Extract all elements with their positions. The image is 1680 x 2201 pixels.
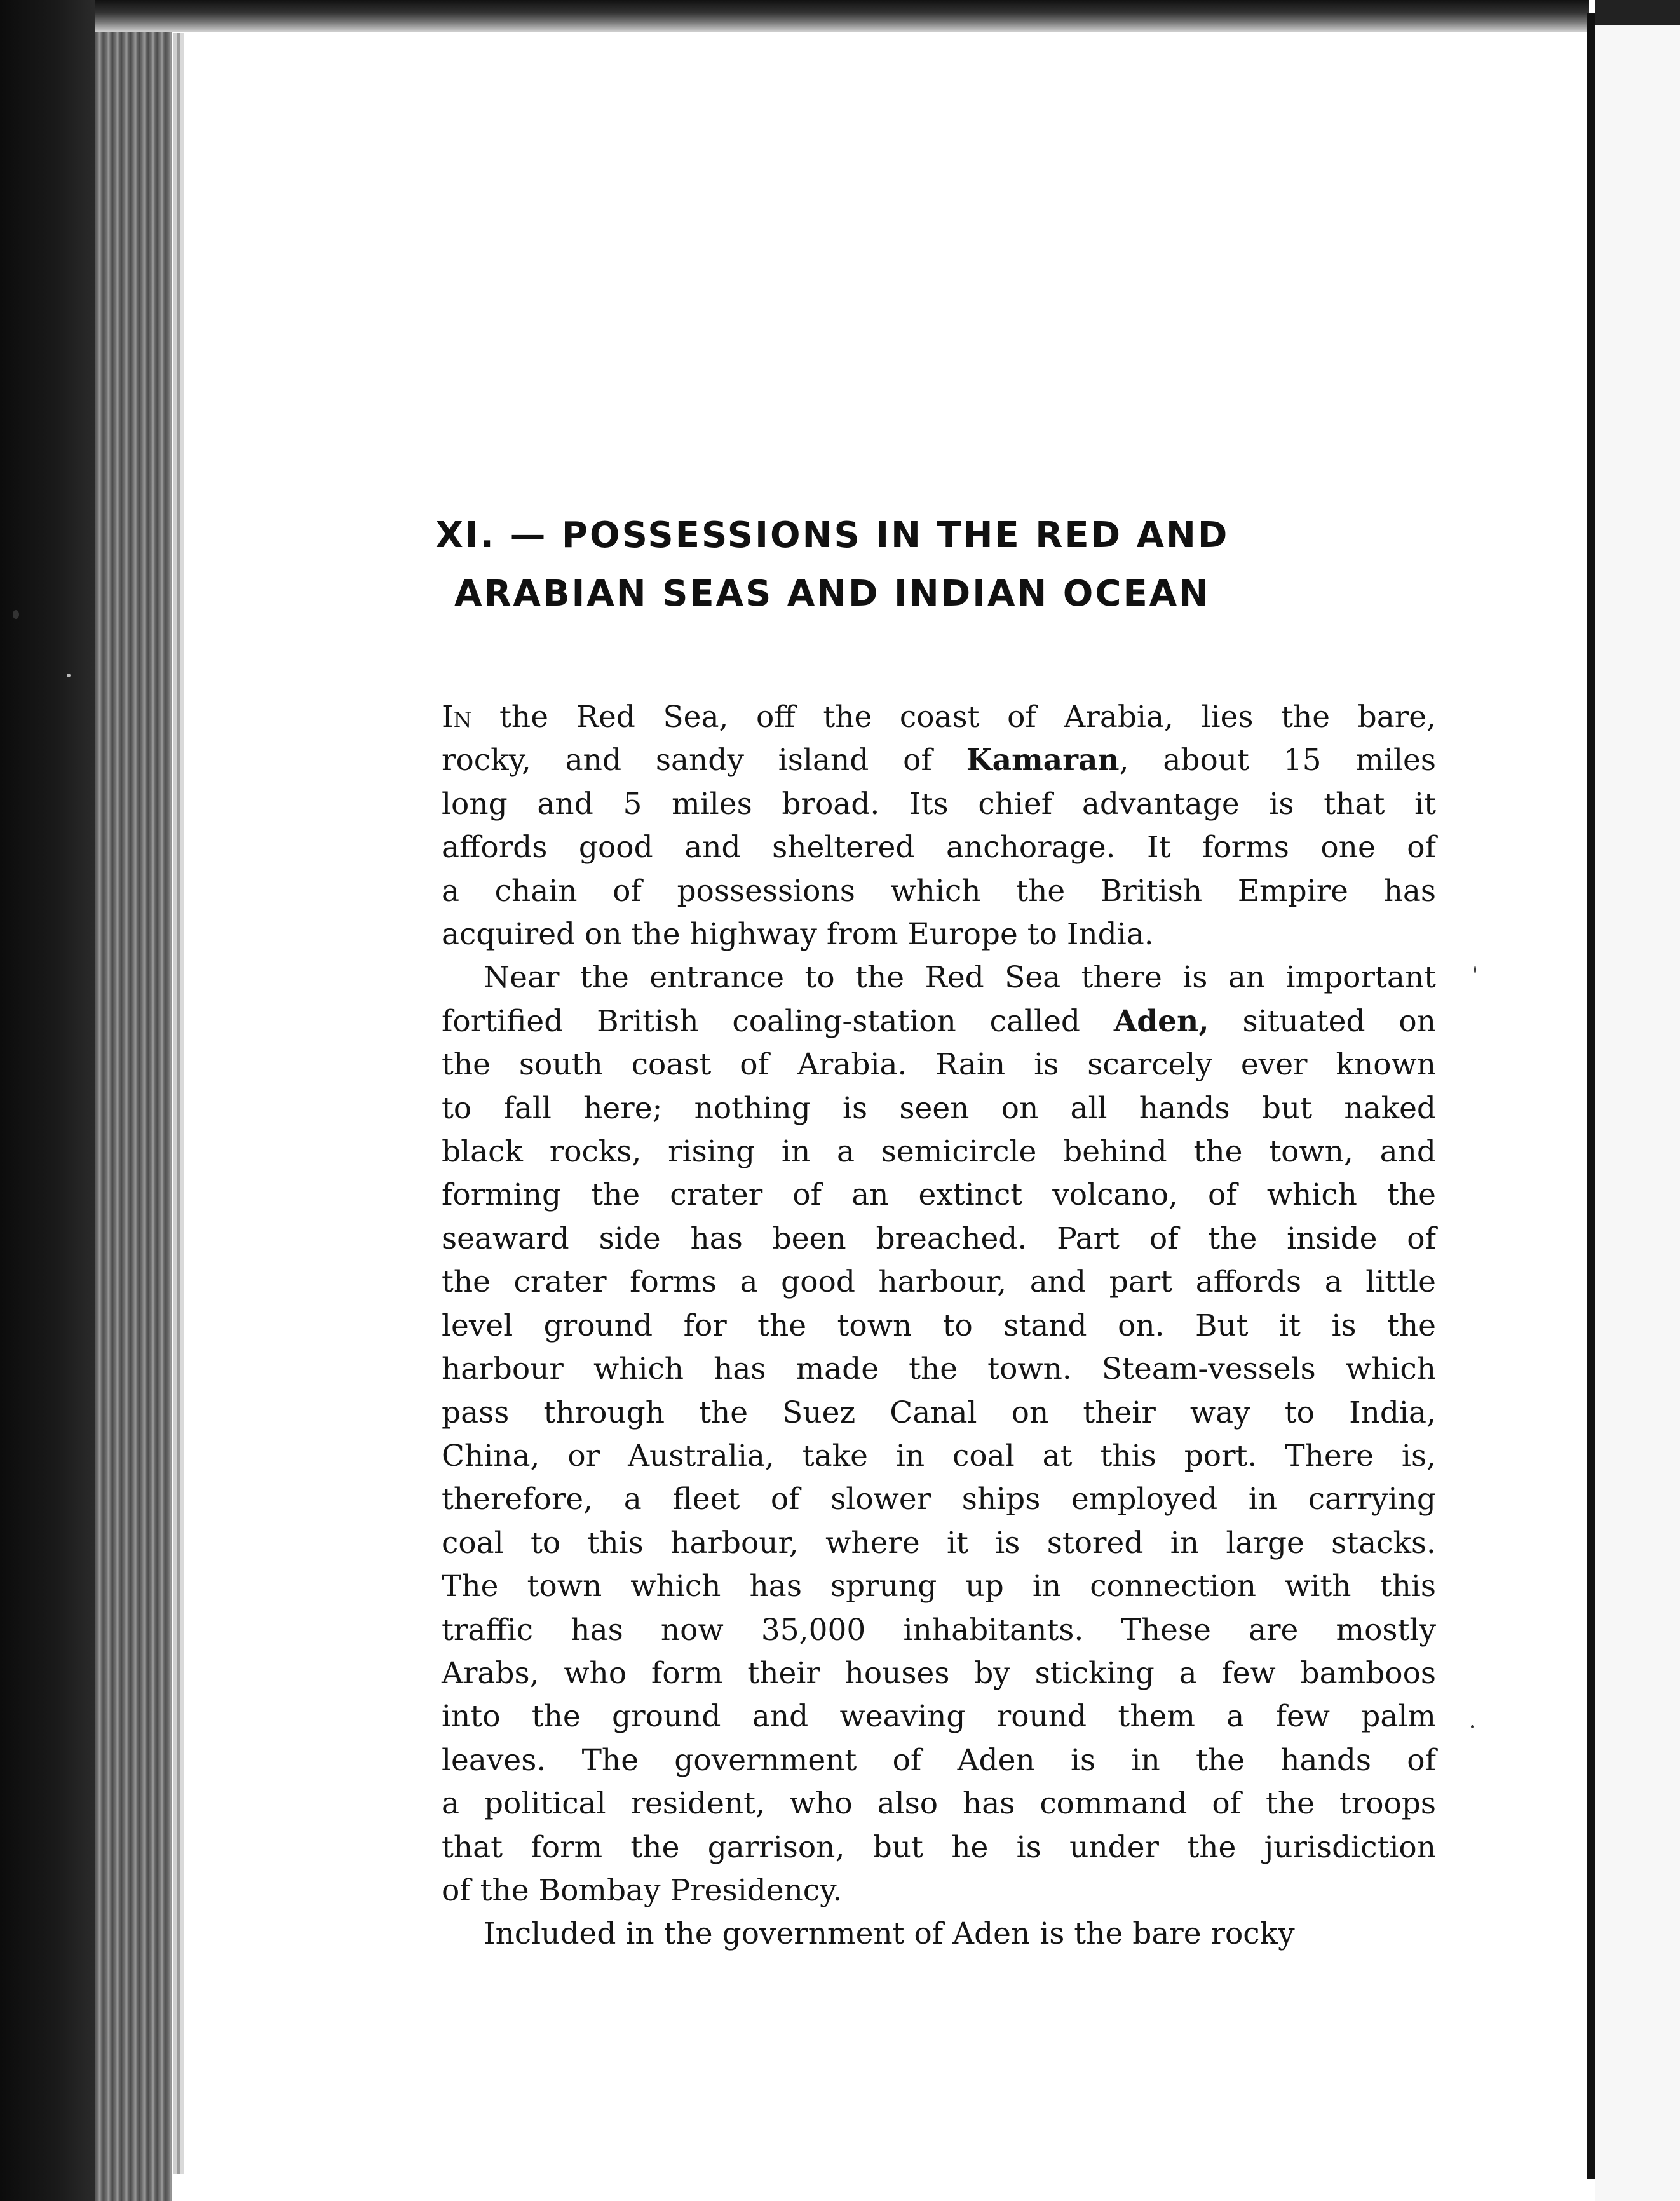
scan-speck xyxy=(67,674,71,677)
text-run: a political resident, who also has command of the troops xyxy=(442,1786,1436,1822)
text-run: seaward side has been breached. Part of the inside of xyxy=(442,1221,1436,1256)
facing-page-edge xyxy=(1595,0,1680,2201)
text-line xyxy=(442,1913,1436,1956)
text-run: situated on xyxy=(1209,1003,1436,1039)
text-run: Arabs, who form their houses by sticking a few bamboos xyxy=(442,1655,1436,1691)
heading-line-1: XI. — POSSESSIONS IN THE RED AND xyxy=(435,515,1230,556)
text-run: the crater forms a good harbour, and part affords a little xyxy=(442,1264,1436,1300)
text-line xyxy=(442,1087,1436,1130)
text-line xyxy=(442,1522,1436,1565)
text-line xyxy=(442,1000,1436,1043)
text-run: that form the garrison, but he is under the jurisdiction xyxy=(442,1829,1436,1865)
page-stack-edge xyxy=(95,0,172,2201)
text-run: affords good and sheltered anchorage. It forms one of xyxy=(442,830,1436,865)
text-line xyxy=(442,1565,1436,1608)
text-run: black rocks, rising in a semicircle behind the town, and xyxy=(442,1134,1436,1170)
scan-speck xyxy=(1474,966,1476,973)
top-page-edge xyxy=(95,0,1589,32)
text-run: a chain of possessions which the British Empire has xyxy=(442,873,1436,909)
text-run: Included in the government of Aden is the bare rocky xyxy=(484,1916,1295,1952)
chapter-heading xyxy=(241,506,1423,623)
text-line xyxy=(442,1826,1436,1869)
text-line xyxy=(442,1869,1436,1913)
text-line xyxy=(442,1348,1436,1391)
text-run: harbour which has made the town. Steam-vessels which xyxy=(442,1351,1436,1387)
text-line xyxy=(442,1478,1436,1521)
text-run: level ground for the town to stand on. But it is the xyxy=(442,1308,1436,1343)
gutter-shadow xyxy=(1587,13,1595,2179)
text-line xyxy=(442,1695,1436,1738)
text-run: long and 5 miles broad. Its chief advantage is that it xyxy=(442,786,1436,822)
book-binding xyxy=(0,0,95,2201)
text-line xyxy=(442,956,1436,999)
text-run: of the Bombay Presidency. xyxy=(442,1873,843,1908)
text-line xyxy=(442,1261,1436,1304)
text-line xyxy=(442,1217,1436,1261)
text-run: Near the entrance to the Red Sea there is an important xyxy=(484,960,1436,996)
text-line xyxy=(442,1652,1436,1695)
text-line xyxy=(442,739,1436,782)
text-run: fortified British coaling-station called xyxy=(442,1003,1114,1039)
body-text xyxy=(442,696,1436,1956)
scan-speck xyxy=(13,610,19,619)
text-run: , about 15 miles xyxy=(1119,743,1436,778)
text-line xyxy=(442,1435,1436,1478)
text-run: to fall here; nothing is seen on all hands but naked xyxy=(442,1090,1436,1126)
text-line xyxy=(442,1174,1436,1217)
bold-place-name: Kamaran xyxy=(966,743,1120,778)
text-line xyxy=(442,913,1436,956)
text-run: the Red Sea, off the coast of Arabia, lies the bare, xyxy=(471,700,1436,735)
text-line xyxy=(442,826,1436,869)
bold-place-name: Aden, xyxy=(1113,1003,1209,1039)
text-line xyxy=(442,1130,1436,1174)
text-run: coal to this harbour, where it is stored in large stacks. xyxy=(442,1525,1436,1561)
text-line xyxy=(442,870,1436,913)
text-line xyxy=(442,1609,1436,1652)
text-run: forming the crater of an extinct volcano, of which the xyxy=(442,1177,1436,1213)
text-line xyxy=(442,696,1436,739)
text-run: therefore, a fleet of slower ships employed in carrying xyxy=(442,1482,1436,1517)
text-line xyxy=(442,1392,1436,1435)
text-run: leaves. The government of Aden is in the hands of xyxy=(442,1742,1436,1778)
text-run: China, or Australia, take in coal at this port. There is, xyxy=(442,1438,1436,1473)
text-run: pass through the Suez Canal on their way to India, xyxy=(442,1395,1436,1430)
text-run: traffic has now 35,000 inhabitants. These are mostly xyxy=(442,1612,1436,1648)
text-run: rocky, and sandy island of xyxy=(442,743,966,778)
text-line xyxy=(442,1043,1436,1087)
text-run: The town which has sprung up in connection with this xyxy=(442,1569,1436,1604)
text-run: into the ground and weaving round them a few palm xyxy=(442,1699,1436,1735)
lead-word: In xyxy=(442,700,472,735)
text-run: the south coast of Arabia. Rain is scarcely ever known xyxy=(442,1047,1436,1083)
text-line xyxy=(442,1739,1436,1782)
text-run: acquired on the highway from Europe to India. xyxy=(442,917,1154,952)
facing-page-top-edge xyxy=(1595,0,1680,25)
text-line xyxy=(442,1304,1436,1348)
text-line xyxy=(442,783,1436,826)
heading-line-2: ARABIAN SEAS AND INDIAN OCEAN xyxy=(454,573,1210,614)
scan-speck xyxy=(1471,1725,1474,1728)
text-line xyxy=(442,1782,1436,1825)
